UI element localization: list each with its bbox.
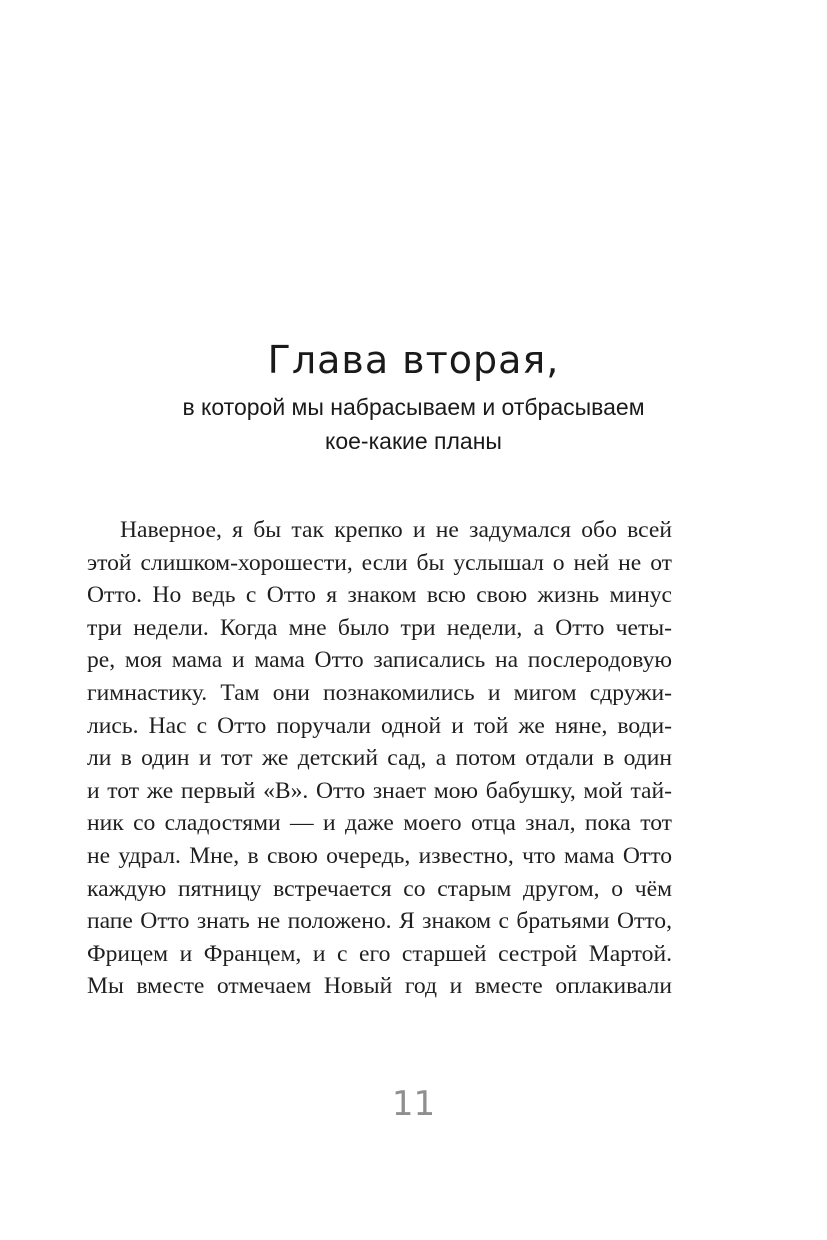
chapter-subtitle-line: в которой мы набрасываем и отбрасываем <box>182 394 645 420</box>
text-line: папе Отто знать не положено. Я знаком с братьями Отто, <box>87 908 672 935</box>
text-line: ник со сладостями — и даже моего отца знал, пока тот <box>87 810 672 837</box>
chapter-title: Глава вторая, <box>267 338 560 382</box>
text-line: этой слишком-хорошести, если бы услышал о ней не от <box>87 549 672 576</box>
text-line: Мы вместе отмечаем Новый год и вместе оплакивали <box>87 973 672 1000</box>
text-line: ли в один и тот же детский сад, а потом отдали в один <box>87 745 672 772</box>
text-line: не удрал. Мне, в свою очередь, известно, что мама Отто <box>87 842 672 869</box>
text-line: Фрицем и Францем, и с его старшей сестрой Мартой. <box>87 940 672 967</box>
text-line: лись. Нас с Отто поручали одной и той же няне, води- <box>87 712 672 739</box>
text-line: и тот же первый «В». Отто знает мою бабушку, мой тай- <box>87 777 672 804</box>
text-line: Отто. Но ведь с Отто я знаком всю свою жизнь минус <box>87 582 672 609</box>
text-line: три недели. Когда мне было три недели, а Отто четы- <box>87 614 672 641</box>
text-line: Наверное, я бы так крепко и не задумался обо всей <box>120 517 672 543</box>
text-line: ре, моя мама и мама Отто записались на послеродовую <box>87 647 672 674</box>
text-line: каждую пятницу встречается со старым другом, о чём <box>87 875 672 902</box>
body-paragraph <box>87 514 672 1003</box>
page-number: 11 <box>391 1084 436 1124</box>
chapter-subtitle-line: кое-какие планы <box>325 428 502 454</box>
text-line: гимнастику. Там они познакомились и мигом сдружи- <box>87 679 672 706</box>
chapter-subtitle <box>0 390 827 458</box>
